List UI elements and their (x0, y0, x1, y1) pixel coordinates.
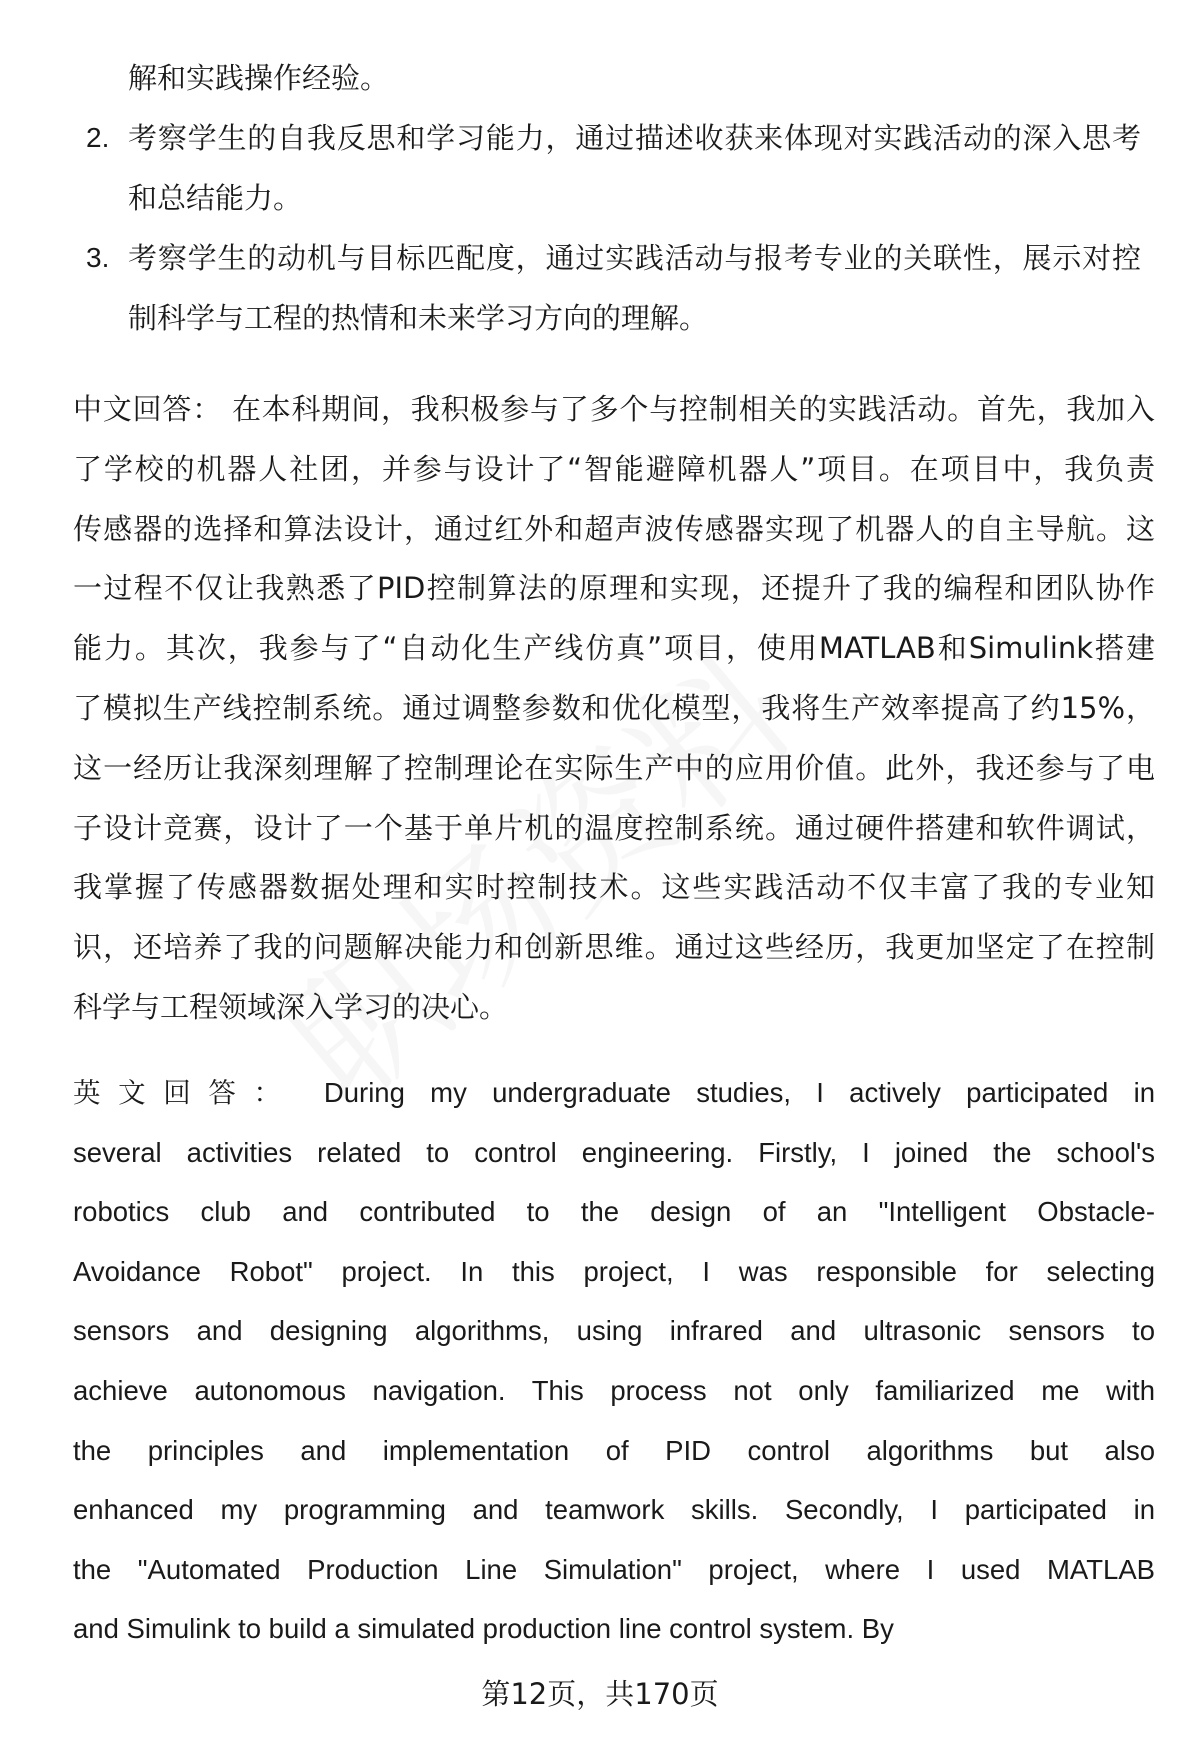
paragraph-line: robotics club and contributed to the design of an "Intelligent Obstacle- (73, 1196, 1155, 1228)
paragraph-line: sensors and designing algorithms, using infrared and ultrasonic sensors to (73, 1315, 1155, 1347)
paragraph-line: enhanced my programming and teamwork skills. Secondly, I participated in (73, 1494, 1155, 1526)
list-item-line: 和总结能力。 (128, 181, 303, 215)
paragraph-line: 了学校的机器人社团，并参与设计了“智能避障机器人”项目。在项目中，我负责 (73, 451, 1155, 486)
list-item-line: 制科学与工程的热情和未来学习方向的理解。 (128, 301, 709, 335)
page-number: 第12页，共170页 (481, 1677, 719, 1711)
paragraph-line: 科学与工程领域深入学习的决心。 (73, 990, 509, 1024)
paragraph-line: 中文回答： 在本科期间，我积极参与了多个与控制相关的实践活动。首先，我加入 (73, 392, 1155, 426)
paragraph-line: achieve autonomous navigation. This process not only familiarized me with (73, 1375, 1155, 1406)
paragraph-line: 能力。其次，我参与了“自动化生产线仿真”项目，使用MATLAB和Simulink搭建 (73, 631, 1155, 666)
paragraph-line: and Simulink to build a simulated production line control system. By (73, 1613, 894, 1645)
paragraph-line: 子设计竞赛，设计了一个基于单片机的温度控制系统。通过硬件搭建和软件调试， (73, 810, 1155, 845)
paragraph-line: 英文回答： During my undergraduate studies, I actively participated in (73, 1077, 1155, 1108)
list-number: 3. (86, 242, 110, 273)
list-item-line: 考察学生的动机与目标匹配度，通过实践活动与报考专业的关联性，展示对控 (128, 241, 1141, 275)
paragraph-line: 了模拟生产线控制系统。通过调整参数和优化模型，我将生产效率提高了约15%， (73, 691, 1155, 725)
list-number: 2. (86, 122, 110, 153)
paragraph-line: 这一经历让我深刻理解了控制理论在实际生产中的应用价值。此外，我还参与了电 (73, 750, 1155, 785)
paragraph-line: Avoidance Robot" project. In this project, I was responsible for selecting (73, 1255, 1155, 1287)
paragraph-line: 传感器的选择和算法设计，通过红外和超声波传感器实现了机器人的自主导航。这 (73, 511, 1155, 546)
paragraph-line: 一过程不仅让我熟悉了PID控制算法的原理和实现，还提升了我的编程和团队协作 (73, 571, 1155, 606)
list-item-line: 考察学生的自我反思和学习能力，通过描述收获来体现对实践活动的深入思考 (128, 121, 1141, 155)
paragraph-line: several activities related to control engineering. Firstly, I joined the school's (73, 1136, 1155, 1168)
list-item-continuation: 解和实践操作经验。 (128, 61, 390, 95)
paragraph-line: 识，还培养了我的问题解决能力和创新思维。通过这些经历，我更加坚定了在控制 (73, 930, 1155, 965)
paragraph-line: the principles and implementation of PID control algorithms but also (73, 1434, 1155, 1466)
paragraph-line: 我掌握了传感器数据处理和实时控制技术。这些实践活动不仅丰富了我的专业知 (73, 870, 1155, 905)
paragraph-line: the "Automated Production Line Simulation" project, where I used MATLAB (73, 1553, 1155, 1585)
